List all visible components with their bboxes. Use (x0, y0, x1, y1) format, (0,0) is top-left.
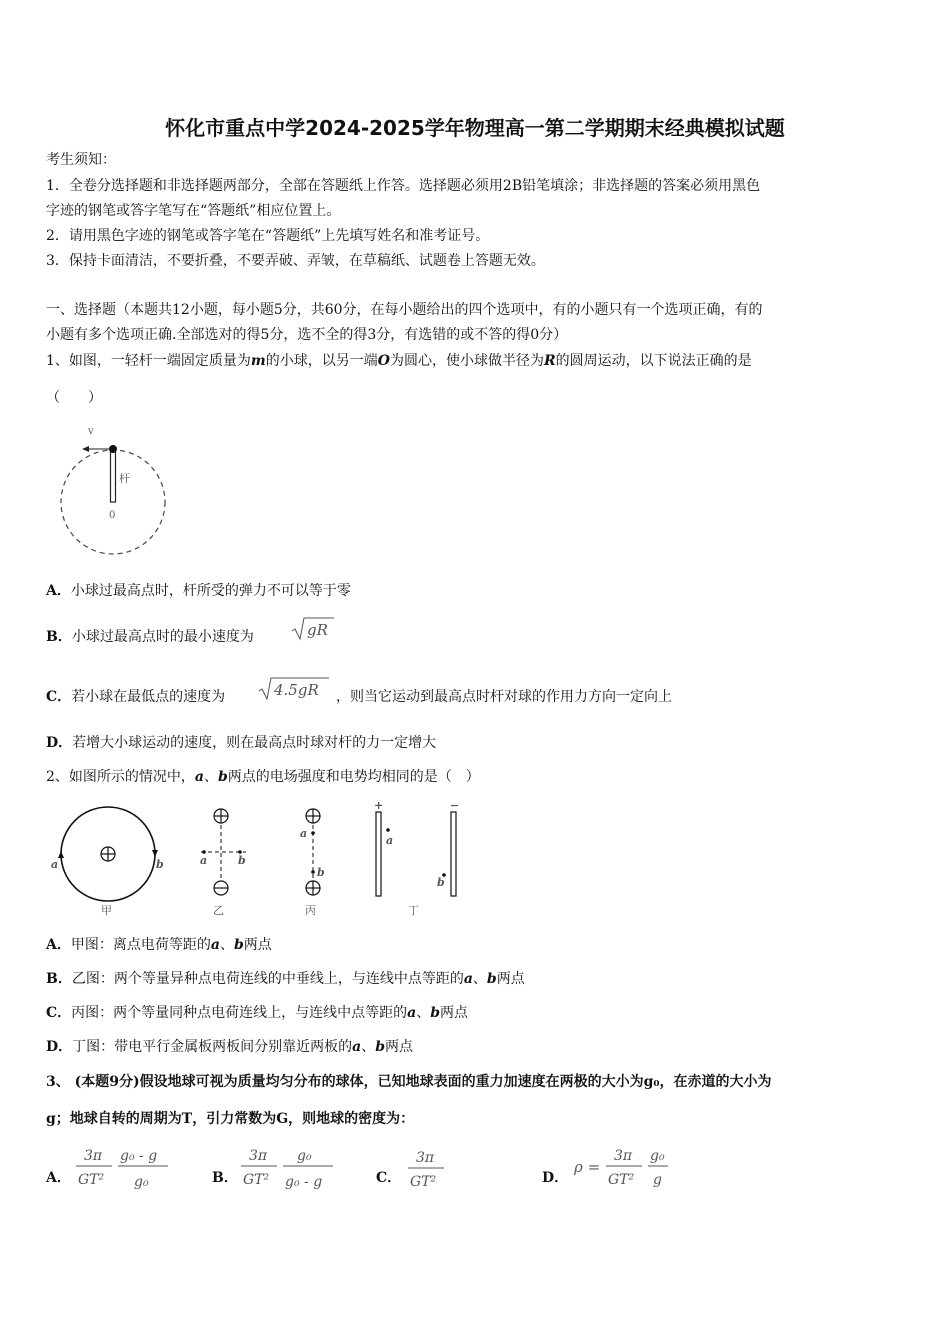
q1-option-a[interactable]: A．小球过最高点时，杆所受的弹力不可以等于零 (46, 583, 351, 599)
q1-option-b[interactable]: B．小球过最高点时的最小速度为 (46, 629, 254, 645)
page-title: 怀化市重点中学2024-2025学年物理高一第二学期期末经典模拟试题 (165, 116, 785, 140)
svg-text:g₀ - g: g₀ - g (120, 1148, 158, 1164)
q3-option-b[interactable]: B． (212, 1170, 238, 1186)
question-1-stem: 1、如图，一轻杆一端固定质量为m的小球，以另一端O为圆心，使小球做半径为R的圆周运动，以下说法正确的是 (46, 353, 752, 369)
ball (109, 445, 117, 453)
q3-formula-a (72, 1142, 172, 1196)
rod-label: 杆 (119, 472, 130, 485)
q1-option-d[interactable]: D．若增大小球运动的速度，则在最高点时球对杆的力一定增大 (46, 735, 437, 751)
rod (111, 450, 116, 502)
svg-text:a: a (386, 834, 394, 847)
q3-option-c[interactable]: C． (376, 1170, 402, 1186)
figure-bing (300, 809, 325, 917)
answer-bracket: （ ） (46, 390, 102, 406)
notice-item: 字迹的钢笔或答字笔写在“答题纸”相应位置上。 (46, 203, 341, 219)
rod-circle-figure (55, 420, 185, 565)
svg-text:3π: 3π (416, 1150, 435, 1166)
figure-jia (51, 807, 164, 917)
sqrt-gR (290, 615, 336, 643)
svg-text:b: b (238, 854, 246, 867)
q3-formula-d (570, 1142, 680, 1196)
svg-text:b: b (437, 876, 445, 889)
svg-text:gR: gR (307, 621, 328, 639)
velocity-label: v (88, 426, 94, 437)
svg-text:+: + (374, 800, 384, 812)
field-figures (46, 800, 476, 920)
svg-text:3π: 3π (249, 1148, 268, 1164)
svg-text:GT²: GT² (78, 1172, 105, 1188)
q1-option-c[interactable]: C．若小球在最低点的速度为 (46, 689, 226, 705)
question-2-stem: 2、如图所示的情况中，a、b两点的电场强度和电势均相同的是（ ） (46, 769, 480, 785)
notice-heading: 考生须知： (46, 152, 116, 168)
q2-option-c[interactable]: C．丙图：两个等量同种点电荷连线上，与连线中点等距的a、b两点 (46, 1005, 469, 1021)
svg-text:a: a (51, 858, 59, 871)
svg-text:a: a (300, 827, 308, 840)
svg-text:甲: 甲 (101, 904, 112, 917)
question-3-stem: 3、 (本题9分)假设地球可视为质量均匀分布的球体，已知地球表面的重力加速度在两极的大小为g₀，在赤道的大小为 (46, 1074, 772, 1090)
q3-formula-c (402, 1142, 452, 1196)
svg-text:4.5gR: 4.5gR (274, 681, 319, 699)
svg-text:g₀: g₀ (134, 1174, 149, 1190)
svg-text:GT²: GT² (410, 1174, 437, 1190)
svg-text:3π: 3π (84, 1148, 103, 1164)
question-3-stem-cont: g；地球自转的周期为T，引力常数为G，则地球的密度为： (46, 1111, 415, 1127)
svg-text:b: b (156, 858, 164, 871)
q2-option-a[interactable]: A．甲图：离点电荷等距的a、b两点 (46, 937, 272, 953)
svg-text:g₀ - g: g₀ - g (285, 1174, 323, 1190)
figure-yi (200, 809, 246, 917)
section-header: 一、选择题（本题共12小题，每小题5分，共60分，在每小题给出的四个选项中，有的小题只有一个选项正确，有的 (46, 302, 763, 318)
svg-text:3π: 3π (614, 1148, 633, 1164)
q2-option-d[interactable]: D．丁图：带电平行金属板两板间分别靠近两板的a、b两点 (46, 1039, 414, 1055)
svg-text:a: a (200, 854, 208, 867)
svg-text:GT²: GT² (243, 1172, 270, 1188)
notice-item: 3．保持卡面清洁，不要折叠，不要弄破、弄皱，在草稿纸、试题卷上答题无效。 (46, 253, 545, 269)
svg-text:乙: 乙 (213, 904, 224, 917)
q1-option-c-tail: ，则当它运动到最高点时杆对球的作用力方向一定向上 (336, 689, 672, 705)
q3-formula-b (237, 1142, 337, 1196)
svg-text:丁: 丁 (408, 904, 419, 917)
figure-ding (374, 800, 459, 917)
svg-text:−: − (450, 800, 460, 812)
svg-text:GT²: GT² (608, 1172, 635, 1188)
notice-item: 2．请用黑色字迹的钢笔或答字笔在“答题纸”上先填写姓名和准考证号。 (46, 228, 490, 244)
svg-text:丙: 丙 (305, 904, 316, 917)
svg-text:g₀: g₀ (297, 1148, 312, 1164)
sqrt-4.5gR (257, 675, 331, 703)
svg-text:g: g (653, 1172, 662, 1188)
q3-option-d[interactable]: D． (542, 1170, 569, 1186)
center-label: 0 (109, 510, 116, 521)
svg-text:g₀: g₀ (650, 1148, 665, 1164)
svg-text:b: b (317, 866, 325, 879)
notice-item: 1．全卷分选择题和非选择题两部分，全部在答题纸上作答。选择题必须用2B铅笔填涂；非选择题的答案必须用黑色 (46, 178, 761, 194)
q2-option-b[interactable]: B．乙图：两个等量异种点电荷连线的中垂线上，与连线中点等距的a、b两点 (46, 971, 525, 987)
q3-option-a[interactable]: A． (46, 1170, 71, 1186)
section-header: 小题有多个选项正确.全部选对的得5分，选不全的得3分，有选错的或不答的得0分） (46, 327, 568, 343)
svg-text:ρ =: ρ = (574, 1158, 601, 1176)
